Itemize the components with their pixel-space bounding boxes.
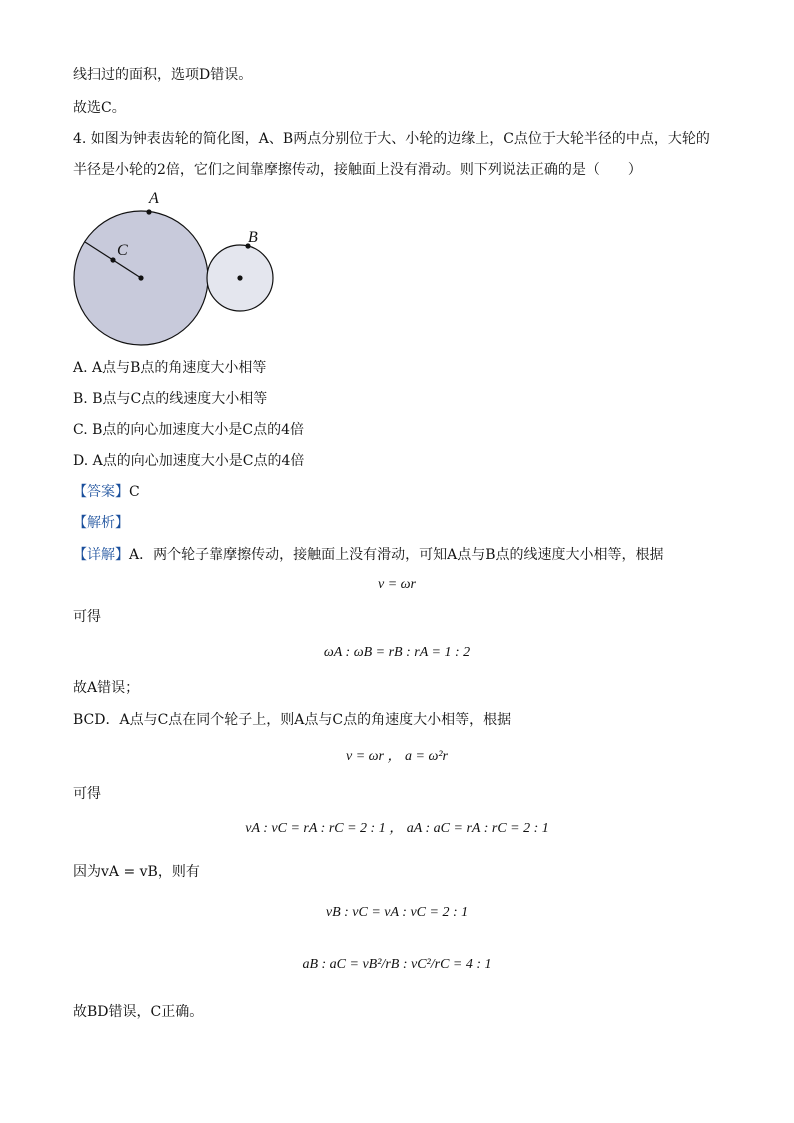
center-small-dot <box>237 275 242 280</box>
equation-6: aB : aC = vB²/rB : vC²/rC = 4 : 1 <box>302 957 492 972</box>
point-a-dot <box>146 209 151 214</box>
equation-1: v = ωr <box>378 577 416 592</box>
label-c: C <box>117 242 128 259</box>
analysis-tag: 【解析】 <box>73 515 129 531</box>
answer-value: C <box>129 484 140 500</box>
gear-diagram <box>65 185 285 355</box>
bcd-line: BCD．A点与C点在同个轮子上，则A点与C点的角速度大小相等，根据 <box>73 712 512 728</box>
detail-tag: 【详解】 <box>73 547 129 563</box>
because-line: 因为vA = vB，则有 <box>73 864 200 880</box>
detail-line <box>73 545 664 565</box>
option-c: C. B点的向心加速度大小是C点的4倍 <box>73 422 305 438</box>
analysis-line <box>73 513 129 533</box>
text-line-1: 线扫过的面积，选项D错误。 <box>73 67 253 83</box>
question-line-1: 4. 如图为钟表齿轮的简化图，A、B两点分别位于大、小轮的边缘上，C点位于大轮半径的中点，大轮的 <box>73 131 710 147</box>
question-line-2: 半径是小轮的2倍，它们之间靠摩擦传动，接触面上没有滑动。则下列说法正确的是（ ） <box>73 162 642 178</box>
answer-line <box>73 482 140 502</box>
final-conclusion: 故BD错误，C正确。 <box>73 1004 204 1020</box>
point-c-dot <box>110 257 115 262</box>
detail-text: A．两个轮子靠摩擦传动，接触面上没有滑动，可知A点与B点的线速度大小相等，根据 <box>129 547 664 563</box>
equation-5: vB : vC = vA : vC = 2 : 1 <box>325 905 469 920</box>
equation-4: vA : vC = rA : rC = 2 : 1 ， aA : aC = rA : rC = 2 : 1 <box>245 821 549 836</box>
label-b: B <box>248 229 258 246</box>
conclusion-a: 故A错误； <box>73 680 140 696</box>
equation-3: v = ωr ， a = ω²r <box>346 749 448 764</box>
label-a: A <box>149 190 159 207</box>
option-a: A. A点与B点的角速度大小相等 <box>73 360 267 376</box>
center-big-dot <box>138 275 143 280</box>
text-line-2: 故选C。 <box>73 100 126 116</box>
option-b: B. B点与C点的线速度大小相等 <box>73 391 268 407</box>
kede-2: 可得 <box>73 786 101 802</box>
kede-1: 可得 <box>73 609 101 625</box>
option-d: D. A点的向心加速度大小是C点的4倍 <box>73 453 305 469</box>
answer-tag: 【答案】 <box>73 484 129 500</box>
equation-2: ωA : ωB = rB : rA = 1 : 2 <box>323 645 471 660</box>
